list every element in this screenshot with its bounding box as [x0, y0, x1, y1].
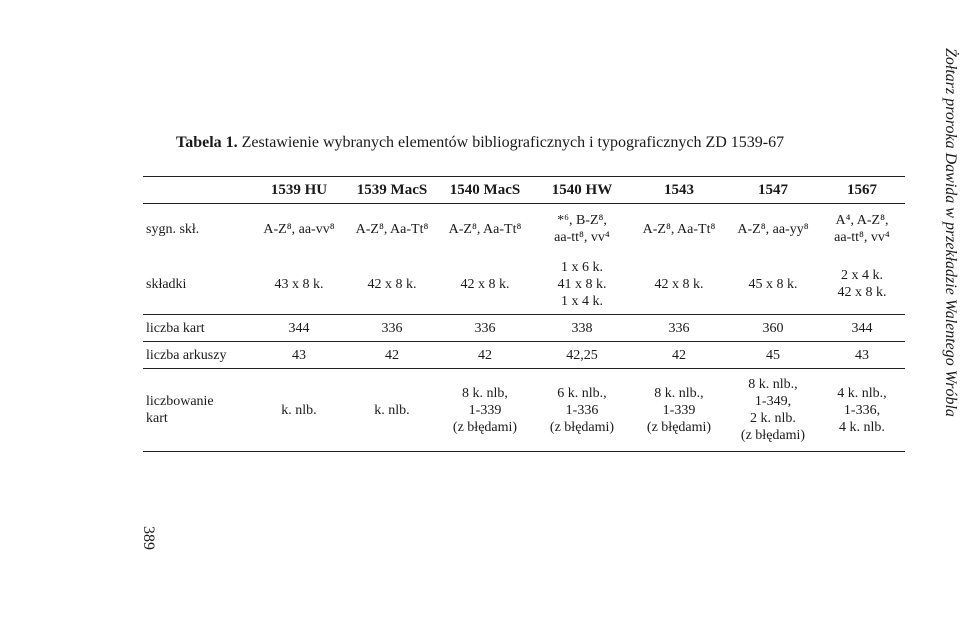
header-1539-hu: 1539 HU	[251, 177, 347, 204]
table-cell: k. nlb.	[251, 369, 347, 452]
table-cell: 42	[631, 342, 727, 369]
table-cell: 42,25	[533, 342, 631, 369]
table-caption	[176, 134, 784, 152]
cell-line: aa-tt⁸, vv⁴	[554, 230, 610, 245]
table-cell: 42	[347, 342, 437, 369]
table-cell: 336	[437, 315, 533, 342]
table-cell: 45 x 8 k.	[727, 254, 819, 315]
row-label	[143, 369, 251, 452]
table-cell	[533, 254, 631, 315]
header-row	[143, 177, 905, 204]
cell-line: 1-336,	[843, 402, 881, 418]
cell-line: 1-336	[565, 402, 599, 418]
header-1543: 1543	[631, 177, 727, 204]
table-cell: 42 x 8 k.	[631, 254, 727, 315]
table-cell: k. nlb.	[347, 369, 437, 452]
cell-line: 1 x 4 k.	[561, 293, 603, 309]
table-cell	[533, 369, 631, 452]
row-skladki	[143, 254, 905, 315]
header-1540-macs: 1540 MacS	[437, 177, 533, 204]
row-liczbowanie-kart	[143, 369, 905, 452]
cell-line: 4 k. nlb.	[839, 419, 885, 435]
table-cell	[819, 254, 905, 315]
table-cell: A-Z⁸, aa-yy⁸	[737, 221, 809, 237]
cell-line: (z błędami)	[646, 419, 712, 435]
row-label: sygn. skł.	[146, 221, 200, 237]
row-label: składki	[143, 254, 251, 315]
table-cell: 43	[251, 342, 347, 369]
cell-line: (z błędami)	[549, 419, 615, 435]
cell-line: (z błędami)	[740, 428, 806, 443]
bibliographic-table	[143, 176, 905, 452]
row-liczba-arkuszy	[143, 342, 905, 369]
cell-line: 42 x 8 k.	[837, 285, 887, 300]
cell-line: *⁶, B-Z⁸,	[557, 213, 607, 228]
row-label: liczba kart	[143, 315, 251, 342]
table-cell: 360	[727, 315, 819, 342]
caption-label: Tabela 1.	[176, 134, 238, 151]
row-liczba-kart	[143, 315, 905, 342]
table-cell	[819, 204, 905, 255]
table-cell	[437, 369, 533, 452]
row-label-line: liczbowanie	[146, 394, 214, 409]
table-cell: 344	[251, 315, 347, 342]
cell-line: 4 k. nlb.,	[837, 385, 887, 401]
table-cell: A-Z⁸, Aa-Tt⁸	[355, 221, 429, 237]
table-cell	[631, 369, 727, 452]
page-number: 389	[140, 526, 157, 550]
table-cell: 344	[819, 315, 905, 342]
cell-line: 2 x 4 k.	[841, 268, 883, 283]
cell-line: 1-349,	[754, 394, 792, 409]
table-cell: 42 x 8 k.	[347, 254, 437, 315]
table-cell: 336	[347, 315, 437, 342]
table-cell: A-Z⁸, aa-vv⁸	[263, 221, 335, 237]
row-sygn	[143, 204, 905, 255]
header-1540-hw: 1540 HW	[533, 177, 631, 204]
cell-line: 8 k. nlb,	[462, 385, 508, 401]
table-cell	[727, 369, 819, 452]
table-cell: 43 x 8 k.	[251, 254, 347, 315]
cell-line: A⁴, A-Z⁸,	[835, 213, 889, 228]
table-cell: 338	[533, 315, 631, 342]
cell-line: 6 k. nlb.,	[557, 385, 607, 401]
table-cell: 42 x 8 k.	[437, 254, 533, 315]
cell-line: 41 x 8 k.	[557, 276, 607, 292]
table-cell: A-Z⁸, Aa-Tt⁸	[448, 221, 522, 237]
cell-line: 1-339	[662, 402, 696, 418]
header-1547: 1547	[727, 177, 819, 204]
table-cell: 43	[819, 342, 905, 369]
table-cell: 336	[631, 315, 727, 342]
row-label-line: kart	[146, 411, 168, 426]
cell-line: 1 x 6 k.	[561, 259, 603, 275]
cell-line: 8 k. nlb.,	[748, 377, 798, 392]
caption-text: Zestawienie wybranych elementów bibliograficznych i typograficznych ZD 1539-67	[241, 134, 785, 151]
table-cell	[533, 204, 631, 255]
cell-line: 1-339	[468, 402, 502, 418]
header-1567: 1567	[819, 177, 905, 204]
cell-line: aa-tt⁸, vv⁴	[834, 230, 890, 245]
table-cell: A-Z⁸, Aa-Tt⁸	[642, 221, 716, 237]
row-label: liczba arkuszy	[143, 342, 251, 369]
running-head: Żołtarz proroka Dawida w przekładzie Walentego Wróbla	[942, 48, 959, 417]
table-cell	[819, 369, 905, 452]
cell-line: (z błędami)	[452, 419, 518, 435]
header-1539-macs: 1539 MacS	[347, 177, 437, 204]
table-cell: 45	[727, 342, 819, 369]
table-cell: 42	[437, 342, 533, 369]
cell-line: 8 k. nlb.,	[654, 385, 704, 401]
cell-line: 2 k. nlb.	[750, 411, 796, 426]
header-blank	[143, 177, 251, 204]
